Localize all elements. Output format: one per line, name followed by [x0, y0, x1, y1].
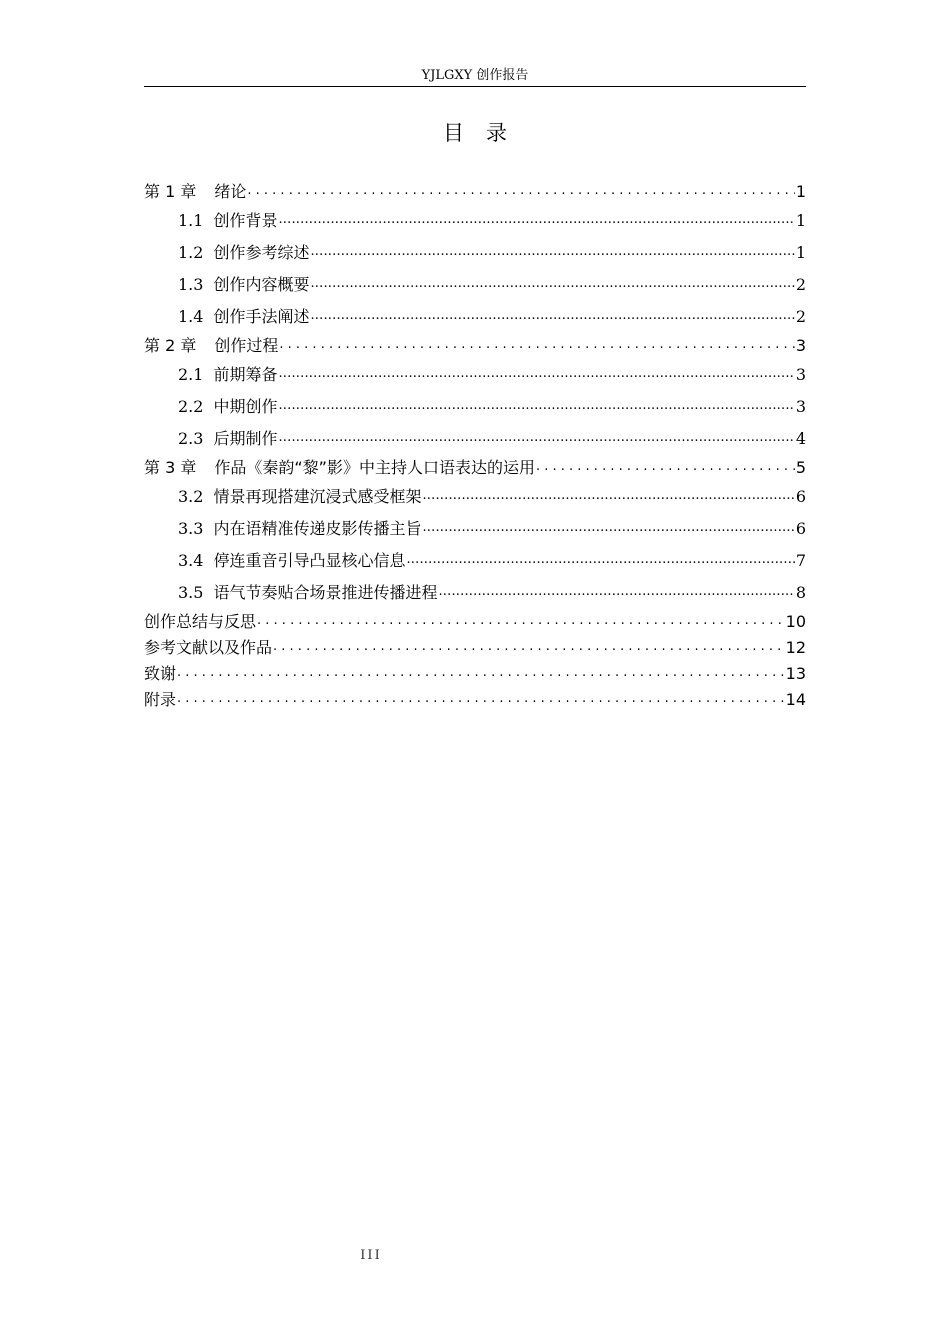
toc-entry-page: 12: [785, 638, 806, 657]
toc-entry-label: 后期制作: [213, 429, 278, 448]
toc-entry-page: 1: [795, 182, 806, 201]
dot-leader: [310, 242, 794, 258]
toc-entry-number: 3.2: [178, 487, 204, 506]
toc-entry-section-1-1[interactable]: [144, 205, 806, 237]
toc-entry-page: 2: [795, 275, 806, 294]
toc-entry-section-3-4[interactable]: [144, 545, 806, 577]
toc-entry-number: 1.4: [178, 307, 204, 326]
toc-entry-label: 附录: [144, 690, 177, 709]
dot-leader: [278, 396, 794, 412]
toc-entry-number: 2.3: [178, 429, 204, 448]
toc-entry-page: 3: [795, 365, 806, 384]
table-of-contents: [144, 179, 806, 713]
toc-entry-section-2-3[interactable]: [144, 423, 806, 455]
dot-leader: [177, 663, 785, 679]
toc-entry-page: 8: [795, 583, 806, 602]
dot-leader: [422, 518, 794, 534]
toc-entry-section-1-4[interactable]: [144, 301, 806, 333]
toc-entry-chapter-1[interactable]: [144, 179, 806, 205]
toc-entry-page: 13: [785, 664, 806, 683]
toc-entry-label: 创作总结与反思: [144, 612, 257, 631]
toc-entry-label: 参考文献以及作品: [144, 638, 273, 657]
toc-entry-label: 致谢: [144, 664, 177, 683]
dot-leader: [278, 210, 794, 226]
toc-entry-section-3-2[interactable]: [144, 481, 806, 513]
toc-entry-number: 1.2: [178, 243, 204, 262]
toc-entry-label: 创作手法阐述: [213, 307, 310, 326]
dot-leader: [278, 428, 794, 444]
toc-entry-label: 创作内容概要: [213, 275, 310, 294]
dot-leader: [422, 486, 794, 502]
dot-leader: [257, 611, 785, 627]
toc-entry-page: 10: [785, 612, 806, 631]
dot-leader: [438, 582, 794, 598]
toc-entry-number: 1.3: [178, 275, 204, 294]
toc-entry-page: 5: [795, 458, 806, 477]
toc-entry-label: 情景再现搭建沉浸式感受框架: [213, 487, 422, 506]
toc-entry-number: 第 1 章: [144, 182, 197, 201]
toc-entry-page: 2: [795, 307, 806, 326]
page-number: III: [360, 1248, 382, 1263]
toc-entry-section-1-3[interactable]: [144, 269, 806, 301]
toc-entry-label: 前期筹备: [213, 365, 278, 384]
toc-entry-page: 6: [795, 519, 806, 538]
toc-entry-label: 停连重音引导凸显核心信息: [213, 551, 406, 570]
toc-entry-acknowledgements[interactable]: [144, 661, 806, 687]
toc-entry-references[interactable]: [144, 635, 806, 661]
toc-entry-section-3-3[interactable]: [144, 513, 806, 545]
toc-entry-page: 3: [795, 397, 806, 416]
dot-leader: [278, 364, 794, 380]
toc-entry-number: 3.5: [178, 583, 204, 602]
dot-leader: [310, 274, 794, 290]
toc-entry-number: 3.3: [178, 519, 204, 538]
toc-entry-page: 1: [795, 211, 806, 230]
toc-entry-section-2-1[interactable]: [144, 359, 806, 391]
dot-leader: [247, 181, 794, 197]
toc-entry-number: 第 3 章: [144, 458, 197, 477]
toc-entry-summary[interactable]: [144, 609, 806, 635]
toc-entry-chapter-3[interactable]: [144, 455, 806, 481]
toc-entry-chapter-2[interactable]: [144, 333, 806, 359]
toc-entry-number: 1.1: [178, 211, 204, 230]
toc-entry-number: 2.2: [178, 397, 204, 416]
toc-entry-section-2-2[interactable]: [144, 391, 806, 423]
toc-entry-appendix[interactable]: [144, 687, 806, 713]
dot-leader: [279, 335, 794, 351]
dot-leader: [406, 550, 794, 566]
toc-entry-page: 4: [795, 429, 806, 448]
dot-leader: [536, 457, 795, 473]
toc-entry-label: 语气节奏贴合场景推进传播进程: [213, 583, 438, 602]
toc-entry-number: 2.1: [178, 365, 204, 384]
toc-entry-page: 3: [795, 336, 806, 355]
toc-entry-number: 3.4: [178, 551, 204, 570]
toc-entry-label: 中期创作: [213, 397, 278, 416]
toc-entry-section-3-5[interactable]: [144, 577, 806, 609]
toc-entry-label: 创作参考综述: [213, 243, 310, 262]
toc-entry-number: 第 2 章: [144, 336, 197, 355]
toc-entry-page: 6: [795, 487, 806, 506]
toc-entry-label: 创作背景: [213, 211, 278, 230]
toc-entry-page: 7: [795, 551, 806, 570]
toc-entry-label: 内在语精准传递皮影传播主旨: [213, 519, 422, 538]
running-header: YJLGXY 创作报告: [144, 66, 806, 87]
toc-title: 目录: [443, 121, 529, 145]
dot-leader: [310, 306, 794, 322]
dot-leader: [177, 689, 785, 705]
toc-entry-label: 绪论: [214, 182, 247, 201]
toc-entry-page: 1: [795, 243, 806, 262]
toc-entry-page: 14: [785, 690, 806, 709]
dot-leader: [273, 637, 785, 653]
toc-entry-section-1-2[interactable]: [144, 237, 806, 269]
toc-entry-label: 作品《秦韵“黎”影》中主持人口语表达的运用: [214, 458, 535, 477]
toc-entry-label: 创作过程: [214, 336, 279, 355]
